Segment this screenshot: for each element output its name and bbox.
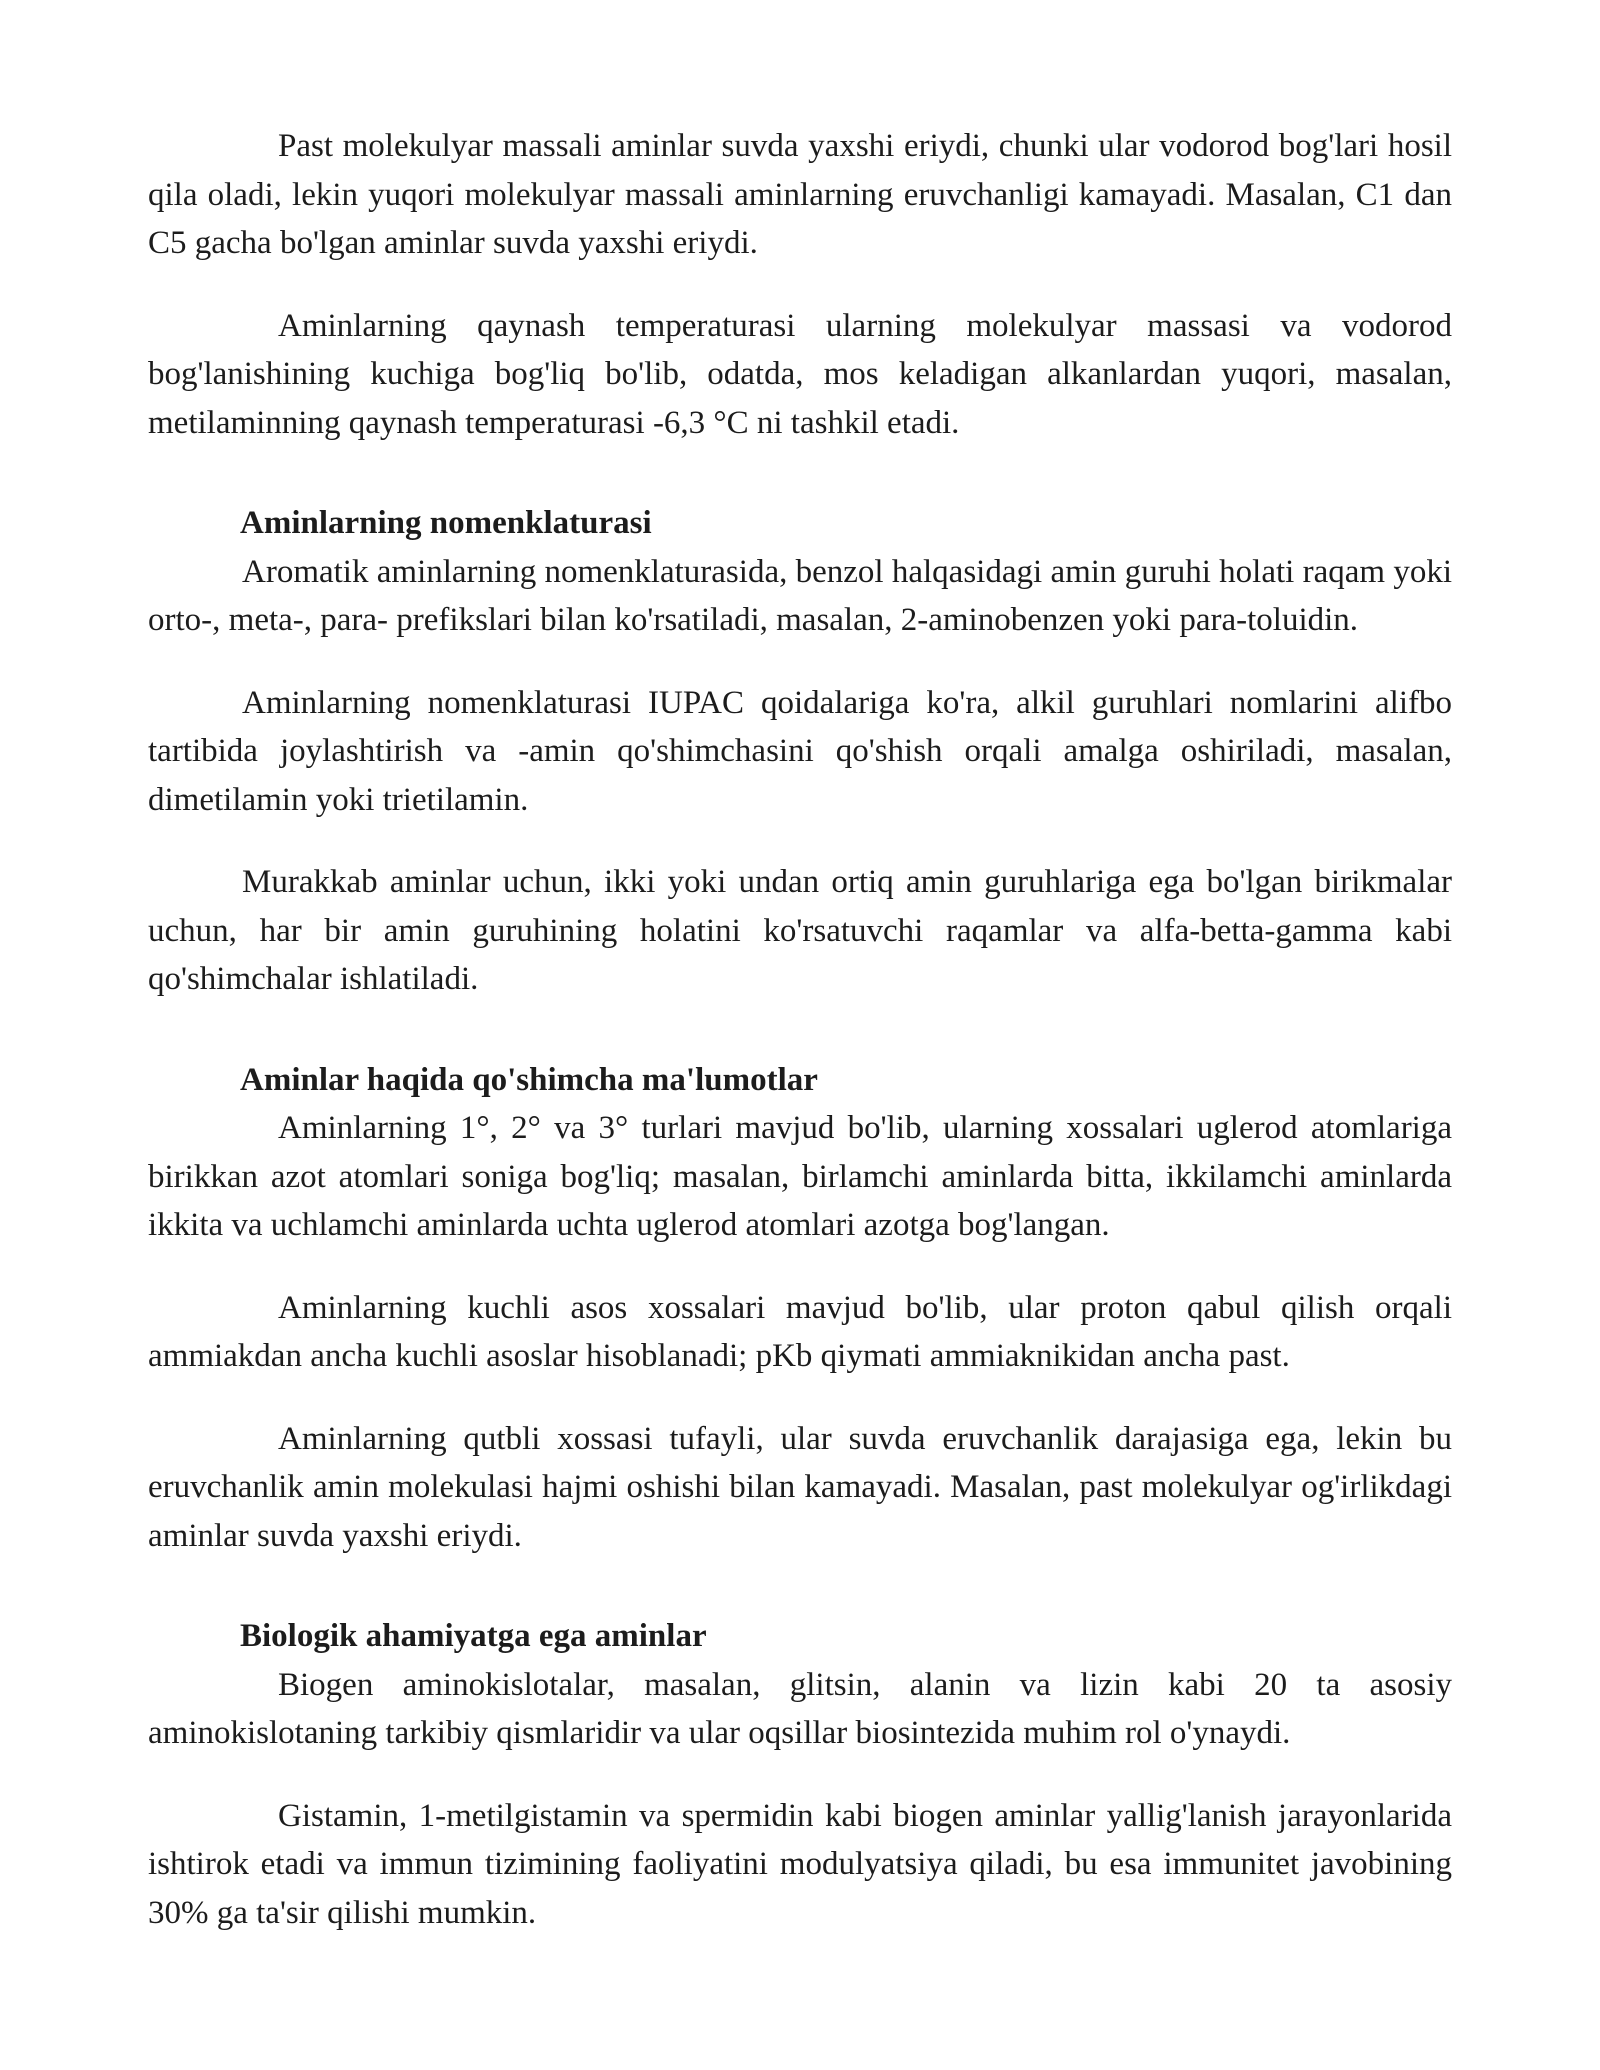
paragraph-amine-boiling-point: Aminlarning qaynash temperaturasi ularning molekulyar massasi va vodorod bog'lanishining kuchiga bog'liq bo'lib, odatda, mos keladigan alkanlardan yuqori, masalan, metilaminning qaynash temperaturasi -6,3 °C ni tashkil etadi.	[148, 307, 1452, 441]
paragraph-amine-types: Aminlarning 1°, 2° va 3° turlari mavjud bo'lib, ularning xossalari uglerod atomlariga birikkan azot atomlari soniga bog'liq; masalan, birlamchi aminlarda bitta, ikkilamchi aminlarda ikkita va uchlamchi aminlarda uchta uglerod atomlari azotga bog'langan.	[148, 1110, 1452, 1243]
heading-additional-info: Aminlar haqida qo'shimcha ma'lumotlar	[240, 1061, 818, 1098]
paragraph-biogenic-amino-acids: Biogen aminokislotalar, masalan, glitsin, alanin va lizin kabi 20 ta asosiy aminokislotaning tarkibiy qismlaridir va ular oqsillar biosintezida muhim rol o'ynaydi.	[148, 1666, 1452, 1751]
paragraph-histamine: Gistamin, 1-metilgistamin va spermidin kabi biogen aminlar yallig'lanish jarayonlarida ishtirok etadi va immun tizimining faoliyatini modulyatsiya qiladi, bu esa immunitet javobining 30% ga ta'sir qilishi mumkin.	[148, 1797, 1452, 1931]
document-page	[148, 122, 1452, 1937]
paragraph-iupac-nomenclature: Aminlarning nomenklaturasi IUPAC qoidalariga ko'ra, alkil guruhlari nomlarini alifbo tartibida joylashtirish va -amin qo'shimchasini qo'shish orqali amalga oshiriladi, masalan, dimetilamin yoki trietilamin.	[148, 684, 1452, 818]
paragraph-basic-properties: Aminlarning kuchli asos xossalari mavjud bo'lib, ular proton qabul qilish orqali ammiakdan ancha kuchli asoslar hisoblanadi; pKb qiymati ammiaknikidan ancha past.	[148, 1289, 1452, 1374]
paragraph-complex-amines: Murakkab aminlar uchun, ikki yoki undan ortiq amin guruhlariga ega bo'lgan birikmalar uchun, har bir amin guruhining holatini ko'rsatuvchi raqamlar va alfa-betta-gamma kabi qo'shimchalar ishlatiladi.	[148, 864, 1452, 997]
heading-biological-amines: Biologik ahamiyatga ega aminlar	[240, 1618, 707, 1654]
heading-nomenclature: Aminlarning nomenklaturasi	[240, 505, 652, 541]
paragraph-aromatic-nomenclature: Aromatik aminlarning nomenklaturasida, benzol halqasidagi amin guruhi holati raqam yoki orto-, meta-, para- prefikslari bilan ko'rsatiladi, masalan, 2-aminobenzen yoki para-toluidin.	[148, 553, 1452, 638]
paragraph-amine-solubility: Past molekulyar massali aminlar suvda yaxshi eriydi, chunki ular vodorod bog'lari hosil qila oladi, lekin yuqori molekulyar massali aminlarning eruvchanligi kamayadi. Masalan, C1 dan C5 gacha bo'lgan aminlar suvda yaxshi eriydi.	[148, 128, 1452, 261]
paragraph-polarity: Aminlarning qutbli xossasi tufayli, ular suvda eruvchanlik darajasiga ega, lekin bu eruvchanlik amin molekulasi hajmi oshishi bilan kamayadi. Masalan, past molekulyar og'irlikdagi aminlar suvda yaxshi eriydi.	[148, 1420, 1452, 1554]
